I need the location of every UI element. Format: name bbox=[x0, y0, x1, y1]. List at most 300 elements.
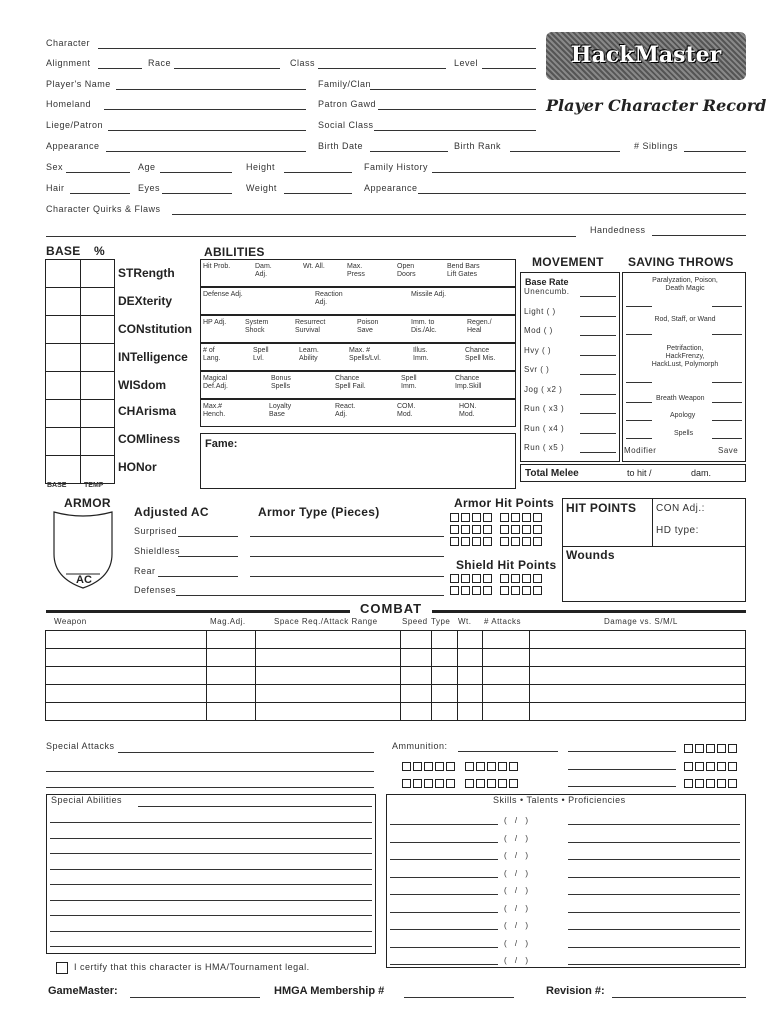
special-abilities-field[interactable] bbox=[50, 915, 372, 916]
ability-name-str: STRength bbox=[118, 266, 175, 280]
level-field[interactable] bbox=[482, 68, 536, 69]
save-petrifaction-field[interactable] bbox=[712, 382, 742, 383]
movement-row-label: Jog ( x2 ) bbox=[524, 384, 563, 394]
defenses-label: Defenses bbox=[134, 585, 177, 595]
str-details: Hit Prob. Dam. Adj. Wt. All. Max. Press Open Doors Bend Bars Lift Gates bbox=[200, 259, 516, 287]
race-field[interactable] bbox=[174, 68, 280, 69]
shield-hp-checkbox[interactable] bbox=[461, 574, 470, 583]
temp-footer: TEMP bbox=[84, 482, 104, 489]
ammo-checkbox[interactable] bbox=[465, 762, 474, 771]
movement-row-field[interactable] bbox=[580, 433, 616, 434]
armor-hp-checkbox[interactable] bbox=[522, 537, 531, 546]
appearance-field[interactable] bbox=[106, 151, 306, 152]
players-name-field[interactable] bbox=[116, 89, 306, 90]
shield-hp-checkbox[interactable] bbox=[533, 574, 542, 583]
armor-hp-checkbox[interactable] bbox=[472, 525, 481, 534]
ammo-checkbox[interactable] bbox=[728, 762, 737, 771]
birth-rank-field[interactable] bbox=[510, 151, 620, 152]
ammo-field-3[interactable] bbox=[568, 769, 676, 770]
height-field[interactable] bbox=[284, 172, 352, 173]
hair-field[interactable] bbox=[70, 193, 130, 194]
save-petrifaction-label: Petrifaction, HackFrenzy, HackLust, Polymorph bbox=[651, 345, 719, 368]
ammo-checkbox[interactable] bbox=[717, 779, 726, 788]
dam-label: dam. bbox=[691, 468, 712, 478]
special-abilities-field[interactable] bbox=[50, 900, 372, 901]
table-row bbox=[46, 667, 746, 685]
movement-row-label: Light ( ) bbox=[524, 306, 556, 316]
label-hair: Hair bbox=[46, 183, 65, 193]
label-age: Age bbox=[138, 162, 156, 172]
save-spells-field[interactable] bbox=[712, 438, 742, 439]
ability-name-int: INTelligence bbox=[118, 350, 188, 364]
quirks-field-2[interactable] bbox=[46, 236, 576, 237]
ammo-checkbox[interactable] bbox=[487, 762, 496, 771]
int-details: # of Lang. Spell Lvl. Learn. Ability Max. # Spells/Lvl. Illus. Imm. Chance Spell Mis. bbox=[200, 343, 516, 371]
ammo-checkbox[interactable] bbox=[509, 762, 518, 771]
gamemaster-field[interactable] bbox=[130, 997, 260, 998]
wis-temp[interactable] bbox=[81, 372, 115, 400]
col-type: Type bbox=[431, 617, 451, 626]
ammo-boxes-2 bbox=[402, 761, 528, 773]
special-abilities-field[interactable] bbox=[50, 931, 372, 932]
ability-name-cha: CHArisma bbox=[118, 404, 177, 418]
ammo-checkbox[interactable] bbox=[498, 762, 507, 771]
skill-slot: ( / ) bbox=[504, 956, 531, 965]
armor-hp-checkbox[interactable] bbox=[500, 513, 509, 522]
ammo-checkbox[interactable] bbox=[728, 779, 737, 788]
modifier-label: Modifier bbox=[624, 446, 657, 455]
armor-hp-checkbox[interactable] bbox=[450, 537, 459, 546]
movement-row-label: Hvy ( ) bbox=[524, 345, 552, 355]
movement-row-field[interactable] bbox=[580, 355, 616, 356]
wis-details: Magical Def.Adj. Bonus Spells Chance Spell Fail. Spell Imm. Chance Imp.Skill bbox=[200, 371, 516, 399]
int-base[interactable] bbox=[46, 344, 81, 372]
skill-detail-field[interactable] bbox=[568, 859, 740, 860]
shield-hp-checkbox[interactable] bbox=[483, 586, 492, 595]
logo-subtitle: Player Character Record bbox=[546, 96, 767, 115]
save-apology-field[interactable] bbox=[712, 420, 742, 421]
abilities-header: ABILITIES bbox=[204, 245, 265, 259]
movement-row-field[interactable] bbox=[580, 413, 616, 414]
weight-field[interactable] bbox=[284, 193, 352, 194]
ammo-checkbox[interactable] bbox=[695, 779, 704, 788]
armor-hp-checkbox[interactable] bbox=[483, 525, 492, 534]
base-footer: BASE bbox=[47, 482, 67, 489]
hon-temp[interactable] bbox=[81, 456, 115, 484]
com-temp[interactable] bbox=[81, 428, 115, 456]
label-class: Class bbox=[290, 58, 316, 68]
weapons-table bbox=[45, 630, 746, 721]
table-row bbox=[46, 685, 746, 703]
armor-type-label: Armor Type (Pieces) bbox=[258, 505, 380, 519]
skill-detail-field[interactable] bbox=[568, 964, 740, 965]
ammo-checkbox[interactable] bbox=[509, 779, 518, 788]
ammo-checkbox[interactable] bbox=[717, 762, 726, 771]
ammo-checkbox[interactable] bbox=[424, 762, 433, 771]
dex-temp[interactable] bbox=[81, 288, 115, 316]
save-paralyzation-label: Paralyzation, Poison, Death Magic bbox=[652, 277, 718, 292]
label-handedness: Handedness bbox=[590, 225, 646, 235]
base-rate-label: Base Rate bbox=[525, 277, 569, 287]
ammo-checkbox[interactable] bbox=[684, 779, 693, 788]
ammo-checkbox[interactable] bbox=[413, 779, 422, 788]
col-space-req: Space Req./Attack Range bbox=[274, 617, 378, 626]
ammo-checkbox[interactable] bbox=[684, 762, 693, 771]
armor-hp-checkbox[interactable] bbox=[461, 513, 470, 522]
armor-type-field-1[interactable] bbox=[250, 536, 444, 537]
col-damage: Damage vs. S/M/L bbox=[604, 617, 678, 626]
col-attacks: # Attacks bbox=[484, 617, 521, 626]
armor-hp-checkbox[interactable] bbox=[483, 537, 492, 546]
label-birth-date: Birth Date bbox=[318, 141, 364, 151]
handedness-field[interactable] bbox=[652, 235, 746, 236]
armor-hp-header: Armor Hit Points bbox=[454, 496, 555, 510]
shield-hp-boxes bbox=[450, 573, 550, 597]
skills-label: Skills • Talents • Proficiencies bbox=[493, 795, 626, 805]
movement-row-field[interactable] bbox=[580, 374, 616, 375]
skill-slot: ( / ) bbox=[504, 851, 531, 860]
label-sex: Sex bbox=[46, 162, 64, 172]
con-adj-label[interactable]: CON Adj.: bbox=[656, 503, 705, 514]
shield-hp-checkbox[interactable] bbox=[483, 574, 492, 583]
save-breath-label: Breath Weapon bbox=[656, 395, 705, 402]
label-birth-rank: Birth Rank bbox=[454, 141, 502, 151]
special-abilities-field[interactable] bbox=[50, 853, 372, 854]
hmga-field[interactable] bbox=[404, 997, 514, 998]
fame-label: Fame: bbox=[205, 438, 238, 450]
skill-name-field[interactable] bbox=[390, 859, 498, 860]
ammo-checkbox[interactable] bbox=[435, 762, 444, 771]
save-spells-label: Spells bbox=[674, 430, 694, 437]
shield-hp-checkbox[interactable] bbox=[472, 586, 481, 595]
label-appearance: Appearance bbox=[46, 141, 100, 151]
surprised-field[interactable] bbox=[178, 536, 238, 537]
save-rod-label: Rod, Staff, or Wand bbox=[654, 316, 716, 323]
special-abilities-field[interactable] bbox=[50, 838, 372, 839]
skill-name-field[interactable] bbox=[390, 824, 498, 825]
ammo-checkbox[interactable] bbox=[498, 779, 507, 788]
skill-slot: ( / ) bbox=[504, 816, 531, 825]
liege-field[interactable] bbox=[108, 130, 306, 131]
skill-detail-field[interactable] bbox=[568, 877, 740, 878]
social-class-field[interactable] bbox=[374, 130, 536, 131]
skill-detail-field[interactable] bbox=[568, 894, 740, 895]
col-wt: Wt. bbox=[458, 617, 472, 626]
class-field[interactable] bbox=[318, 68, 446, 69]
cha-temp[interactable] bbox=[81, 400, 115, 428]
skill-name-field[interactable] bbox=[390, 877, 498, 878]
appearance2-field[interactable] bbox=[418, 193, 746, 194]
ammo-checkbox[interactable] bbox=[487, 779, 496, 788]
siblings-field[interactable] bbox=[684, 151, 746, 152]
surprised-label: Surprised bbox=[134, 526, 178, 536]
skill-detail-field[interactable] bbox=[568, 912, 740, 913]
shield-hp-checkbox[interactable] bbox=[522, 574, 531, 583]
str-temp[interactable] bbox=[81, 260, 115, 288]
armor-hp-checkbox[interactable] bbox=[450, 525, 459, 534]
ability-name-com: COMliness bbox=[118, 432, 181, 446]
armor-hp-checkbox[interactable] bbox=[500, 537, 509, 546]
col-weapon: Weapon bbox=[54, 617, 87, 626]
armor-hp-checkbox[interactable] bbox=[533, 525, 542, 534]
special-abilities-field[interactable] bbox=[50, 822, 372, 823]
movement-row-field[interactable] bbox=[580, 296, 616, 297]
armor-hp-checkbox[interactable] bbox=[472, 537, 481, 546]
ability-name-hon: HONor bbox=[118, 460, 157, 474]
special-attacks-field[interactable] bbox=[118, 752, 374, 753]
skill-name-field[interactable] bbox=[390, 894, 498, 895]
ability-name-wis: WISdom bbox=[118, 378, 166, 392]
movement-row-label: Run ( x3 ) bbox=[524, 404, 565, 413]
con-details: HP Adj. System Shock Resurrect Survival Poison Save Imm. to Dis./Alc. Regen./ Heal bbox=[200, 315, 516, 343]
shield-hp-checkbox[interactable] bbox=[472, 574, 481, 583]
patron-gawd-field[interactable] bbox=[378, 109, 536, 110]
col-mag-adj: Mag.Adj. bbox=[210, 617, 246, 626]
movement-row-label: Unencumb. bbox=[524, 287, 570, 296]
label-character: Character bbox=[46, 38, 91, 48]
ability-name-dex: DEXterity bbox=[118, 294, 173, 308]
armor-type-field-2[interactable] bbox=[250, 556, 444, 557]
con-base[interactable] bbox=[46, 316, 81, 344]
family-history-field[interactable] bbox=[432, 172, 746, 173]
armor-hp-checkbox[interactable] bbox=[500, 525, 509, 534]
label-patron-gawd: Patron Gawd bbox=[318, 99, 377, 109]
label-social-class: Social Class bbox=[318, 120, 374, 130]
homeland-field[interactable] bbox=[104, 109, 306, 110]
label-quirks: Character Quirks & Flaws bbox=[46, 204, 161, 214]
certify-checkbox[interactable] bbox=[56, 962, 68, 974]
ac-label: AC bbox=[76, 574, 92, 586]
int-temp[interactable] bbox=[81, 344, 115, 372]
save-rod-field[interactable] bbox=[712, 334, 742, 335]
family-clan-field[interactable] bbox=[370, 89, 536, 90]
quirks-field[interactable] bbox=[172, 214, 746, 215]
rear-field[interactable] bbox=[158, 576, 238, 577]
skill-slot: ( / ) bbox=[504, 938, 531, 948]
label-players-name: Player's Name bbox=[46, 79, 111, 89]
logo-brand: HackMaster bbox=[570, 42, 722, 68]
defenses-field[interactable] bbox=[176, 595, 444, 596]
skill-detail-field[interactable] bbox=[568, 947, 740, 948]
shield-hp-header: Shield Hit Points bbox=[456, 558, 557, 572]
armor-hp-checkbox[interactable] bbox=[511, 525, 520, 534]
skill-slot: ( / ) bbox=[504, 903, 531, 913]
label-weight: Weight bbox=[246, 183, 277, 193]
skill-detail-field[interactable] bbox=[568, 842, 740, 843]
armor-hp-checkbox[interactable] bbox=[511, 537, 520, 546]
label-race: Race bbox=[148, 58, 172, 68]
ammo-checkbox[interactable] bbox=[695, 762, 704, 771]
ammo-checkbox[interactable] bbox=[717, 744, 726, 753]
movement-row-field[interactable] bbox=[580, 316, 616, 317]
hit-points-header: HIT POINTS bbox=[566, 501, 637, 515]
hon-base[interactable] bbox=[46, 456, 81, 484]
armor-hp-checkbox[interactable] bbox=[533, 537, 542, 546]
table-row bbox=[46, 703, 746, 721]
ammo-boxes-5 bbox=[684, 778, 739, 790]
hd-type-label[interactable]: HD type: bbox=[656, 525, 699, 536]
sex-field[interactable] bbox=[66, 172, 130, 173]
ammo-checkbox[interactable] bbox=[728, 744, 737, 753]
special-abilities-field[interactable] bbox=[50, 869, 372, 870]
birth-date-field[interactable] bbox=[370, 151, 448, 152]
ammo-checkbox[interactable] bbox=[446, 779, 455, 788]
special-attacks-field-2[interactable] bbox=[46, 771, 374, 772]
adjusted-ac-label: Adjusted AC bbox=[134, 505, 209, 519]
shield-hp-checkbox[interactable] bbox=[461, 586, 470, 595]
rear-label: Rear bbox=[134, 566, 156, 576]
skill-name-field[interactable] bbox=[390, 842, 498, 843]
cha-base[interactable] bbox=[46, 400, 81, 428]
movement-row-label: Svr ( ) bbox=[524, 365, 550, 374]
ammo-checkbox[interactable] bbox=[424, 779, 433, 788]
ammo-checkbox[interactable] bbox=[476, 779, 485, 788]
ability-score-grid bbox=[45, 259, 115, 484]
shield-hp-checkbox[interactable] bbox=[500, 574, 509, 583]
special-attacks-field-3[interactable] bbox=[46, 787, 374, 788]
label-homeland: Homeland bbox=[46, 99, 92, 109]
label-siblings: # Siblings bbox=[634, 141, 679, 151]
skill-slot: ( / ) bbox=[504, 921, 531, 930]
skill-name-field[interactable] bbox=[390, 929, 498, 930]
con-temp[interactable] bbox=[81, 316, 115, 344]
eyes-field[interactable] bbox=[162, 193, 232, 194]
ammo-checkbox[interactable] bbox=[465, 779, 474, 788]
age-field[interactable] bbox=[160, 172, 232, 173]
total-melee-box bbox=[520, 464, 746, 482]
label-eyes: Eyes bbox=[138, 183, 161, 193]
fame-box[interactable] bbox=[200, 433, 516, 489]
shield-hp-checkbox[interactable] bbox=[533, 586, 542, 595]
shield-hp-checkbox[interactable] bbox=[450, 586, 459, 595]
ammo-checkbox[interactable] bbox=[446, 762, 455, 771]
ammo-checkbox[interactable] bbox=[695, 744, 704, 753]
revision-field[interactable] bbox=[612, 997, 746, 998]
dex-base[interactable] bbox=[46, 288, 81, 316]
hmga-label: HMGA Membership # bbox=[274, 985, 385, 997]
skill-name-field[interactable] bbox=[390, 912, 498, 913]
armor-hp-checkbox[interactable] bbox=[461, 525, 470, 534]
table-row bbox=[46, 631, 746, 649]
label-family-history: Family History bbox=[364, 162, 429, 172]
ammo-checkbox[interactable] bbox=[435, 779, 444, 788]
shieldless-label: Shieldless bbox=[134, 546, 181, 556]
alignment-field[interactable] bbox=[98, 68, 142, 69]
movement-row-field[interactable] bbox=[580, 394, 616, 395]
special-abilities-field[interactable] bbox=[50, 946, 372, 947]
label-family-clan: Family/Clan bbox=[318, 79, 372, 89]
ammunition-label: Ammunition: bbox=[392, 741, 448, 751]
skill-detail-field[interactable] bbox=[568, 824, 740, 825]
character-field[interactable] bbox=[98, 48, 536, 49]
dex-details: Defense Adj. Reaction Adj. Missile Adj. bbox=[200, 287, 516, 315]
combat-header: COMBAT bbox=[350, 601, 432, 616]
save-breath-field[interactable] bbox=[712, 402, 742, 403]
special-abilities-field[interactable] bbox=[138, 806, 372, 807]
base-header: BASE bbox=[46, 244, 81, 258]
ammo-boxes-3 bbox=[684, 761, 739, 773]
shieldless-field[interactable] bbox=[178, 556, 238, 557]
label-height: Height bbox=[246, 162, 276, 172]
special-abilities-field[interactable] bbox=[50, 884, 372, 885]
ammo-checkbox[interactable] bbox=[706, 762, 715, 771]
armor-header: ARMOR bbox=[64, 496, 111, 510]
ability-name-con: CONstitution bbox=[118, 322, 192, 336]
revision-label: Revision #: bbox=[546, 985, 605, 997]
col-speed: Speed bbox=[402, 617, 428, 626]
armor-hp-checkbox[interactable] bbox=[522, 513, 531, 522]
ammo-field-4[interactable] bbox=[568, 786, 676, 787]
ammo-boxes bbox=[684, 743, 739, 755]
movement-row-field[interactable] bbox=[580, 452, 616, 453]
movement-row-label: Run ( x4 ) bbox=[524, 423, 565, 433]
label-liege: Liege/Patron bbox=[46, 120, 104, 130]
saving-throws-header: SAVING THROWS bbox=[628, 255, 734, 269]
total-melee-label: Total Melee bbox=[525, 468, 579, 479]
ammo-field-1[interactable] bbox=[458, 751, 558, 752]
skill-slot: ( / ) bbox=[504, 886, 531, 895]
armor-type-field-3[interactable] bbox=[250, 576, 444, 577]
ammo-checkbox[interactable] bbox=[402, 762, 411, 771]
ammo-checkbox[interactable] bbox=[706, 744, 715, 753]
movement-row-field[interactable] bbox=[580, 335, 616, 336]
ammo-field-2[interactable] bbox=[568, 751, 676, 752]
special-abilities-label: Special Abilities bbox=[51, 795, 123, 805]
skill-detail-field[interactable] bbox=[568, 929, 740, 930]
armor-hp-checkbox[interactable] bbox=[483, 513, 492, 522]
ammo-checkbox[interactable] bbox=[402, 779, 411, 788]
skill-name-field[interactable] bbox=[390, 947, 498, 948]
special-attacks-label: Special Attacks bbox=[46, 741, 115, 751]
ammo-checkbox[interactable] bbox=[476, 762, 485, 771]
shield-hp-checkbox[interactable] bbox=[511, 586, 520, 595]
str-base[interactable] bbox=[46, 260, 81, 288]
shield-hp-checkbox[interactable] bbox=[511, 574, 520, 583]
certify-label: I certify that this character is HMA/Tournament legal. bbox=[74, 962, 310, 972]
pct-header: % bbox=[94, 244, 105, 258]
ammo-checkbox[interactable] bbox=[413, 762, 422, 771]
skill-slot: ( / ) bbox=[504, 833, 531, 843]
label-appearance2: Appearance bbox=[364, 183, 418, 193]
ammo-checkbox[interactable] bbox=[684, 744, 693, 753]
armor-hp-checkbox[interactable] bbox=[511, 513, 520, 522]
shield-hp-checkbox[interactable] bbox=[500, 586, 509, 595]
save-paralyzation-field[interactable] bbox=[712, 306, 742, 307]
table-row bbox=[46, 649, 746, 667]
wounds-header: Wounds bbox=[566, 548, 615, 562]
movement-header: MOVEMENT bbox=[532, 255, 604, 269]
ammo-boxes-4 bbox=[402, 778, 528, 790]
shield-hp-checkbox[interactable] bbox=[522, 586, 531, 595]
armor-hp-checkbox[interactable] bbox=[472, 513, 481, 522]
movement-row-label: Run ( x5 ) bbox=[524, 443, 565, 452]
wis-base[interactable] bbox=[46, 372, 81, 400]
movement-row-label: Mod ( ) bbox=[524, 326, 553, 335]
armor-hp-boxes bbox=[450, 512, 550, 548]
ammo-checkbox[interactable] bbox=[706, 779, 715, 788]
com-base[interactable] bbox=[46, 428, 81, 456]
skill-name-field[interactable] bbox=[390, 964, 498, 965]
armor-hp-checkbox[interactable] bbox=[522, 525, 531, 534]
armor-hp-checkbox[interactable] bbox=[533, 513, 542, 522]
armor-hp-checkbox[interactable] bbox=[461, 537, 470, 546]
label-alignment: Alignment bbox=[46, 58, 91, 68]
to-hit-label: to hit / bbox=[627, 468, 652, 478]
armor-hp-checkbox[interactable] bbox=[450, 513, 459, 522]
shield-hp-checkbox[interactable] bbox=[450, 574, 459, 583]
cha-details: Max.# Hench. Loyalty Base React. Adj. COM. Mod. HON. Mod. bbox=[200, 399, 516, 427]
save-label: Save bbox=[718, 446, 739, 455]
